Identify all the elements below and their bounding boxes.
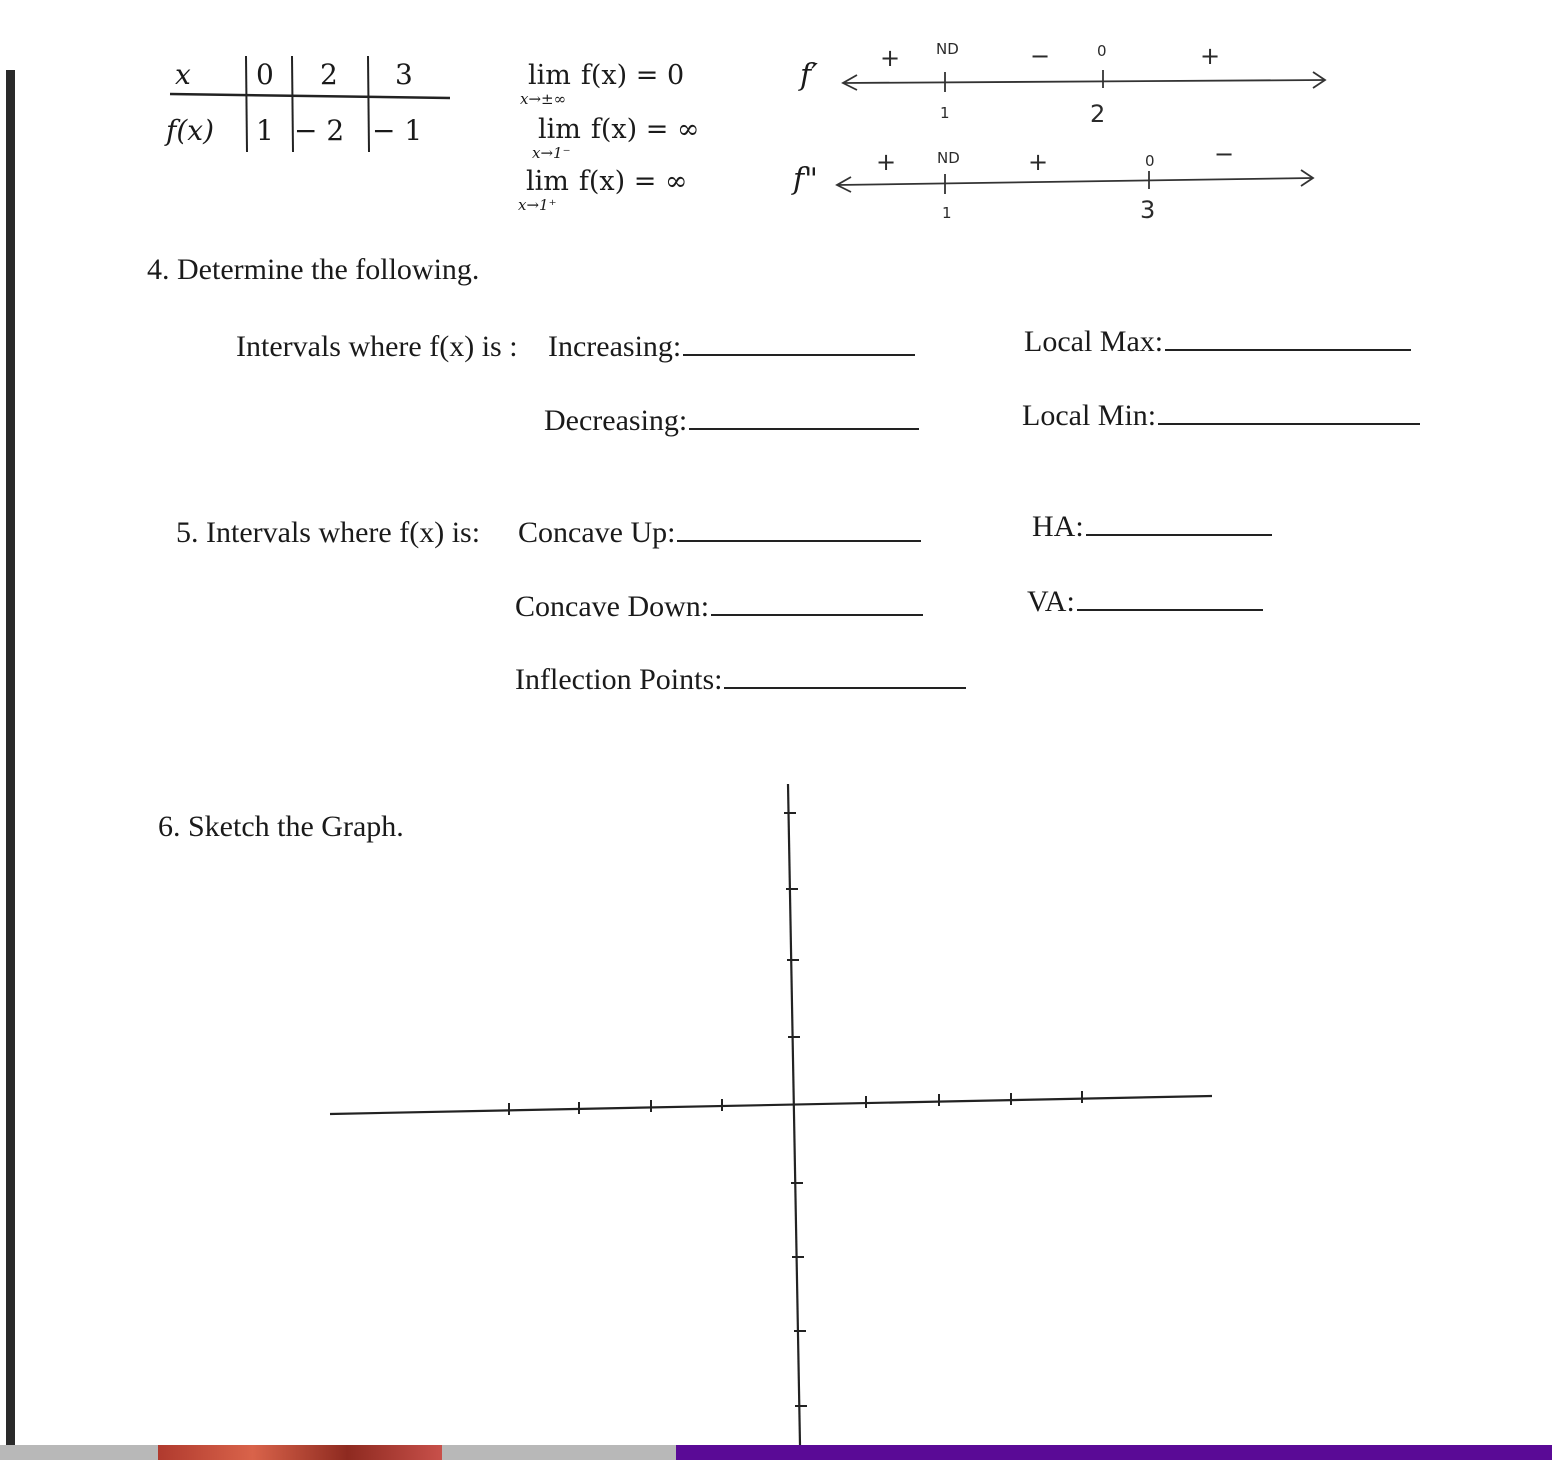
f-prime-sign: + — [880, 44, 901, 72]
q4-local-max-field[interactable] — [1024, 325, 1411, 359]
f-double-prime-sign: − — [1214, 140, 1235, 168]
f-double-prime-critical-point: 3 — [1140, 196, 1156, 224]
table-fx-value: 1 — [256, 114, 274, 147]
decreasing-blank[interactable] — [689, 428, 919, 430]
f-double-prime-label: f" — [793, 162, 818, 197]
f-double-prime-zero: 0 — [1145, 152, 1155, 170]
f-prime-label: f′ — [800, 58, 818, 93]
sketch-coordinate-axes[interactable] — [320, 780, 1220, 1445]
table-x-label: x — [175, 58, 191, 91]
concave-up-label: Concave Up: — [518, 516, 676, 549]
table-x-value: 0 — [256, 58, 274, 91]
inflection-label: Inflection Points: — [515, 663, 723, 696]
f-prime-nd: ND — [936, 40, 959, 58]
local-max-label: Local Max: — [1024, 325, 1164, 358]
table-grid-lines — [160, 50, 460, 160]
local-max-blank[interactable] — [1165, 349, 1411, 351]
footer-purple-segment — [676, 1445, 1552, 1460]
concave-down-blank[interactable] — [711, 614, 923, 616]
q5-concave-up-field[interactable] — [518, 516, 921, 550]
q5-va-field[interactable] — [1027, 585, 1263, 619]
increasing-label: Increasing: — [548, 330, 682, 363]
limit-right-of-1 — [518, 166, 688, 214]
q6-title: 6. Sketch the Graph. — [158, 810, 404, 843]
f-prime-critical-point: 1 — [940, 104, 950, 122]
f-prime-zero: 0 — [1097, 42, 1107, 60]
limit-word: lim — [538, 114, 581, 145]
limit-left-of-1 — [532, 114, 700, 162]
table-fx-label: f(x) — [166, 114, 215, 147]
local-min-label: Local Min: — [1022, 399, 1157, 432]
limit-expression: f(x) = 0 — [580, 60, 685, 91]
limit-word: lim — [528, 60, 571, 91]
limit-subscript: x→1⁻ — [532, 144, 571, 162]
increasing-blank[interactable] — [683, 354, 915, 356]
bottom-strip — [0, 1445, 1552, 1460]
footer-photo-thumbnail — [158, 1445, 442, 1460]
table-x-value: 2 — [320, 58, 338, 91]
q5-ha-field[interactable] — [1032, 510, 1272, 544]
concave-up-blank[interactable] — [677, 540, 921, 542]
limit-expression: f(x) = ∞ — [578, 166, 688, 197]
f-prime-critical-point: 2 — [1090, 100, 1106, 128]
x-axis-ticks — [509, 1091, 1082, 1115]
q4-decreasing-field[interactable] — [544, 404, 919, 438]
table-fx-value: − 2 — [294, 114, 345, 147]
table-x-value: 3 — [395, 58, 413, 91]
limit-expression: f(x) = ∞ — [590, 114, 700, 145]
f-prime-sign: − — [1030, 42, 1051, 70]
ha-blank[interactable] — [1086, 534, 1272, 536]
f-double-prime-sign: + — [1028, 148, 1049, 176]
q4-intervals-label: Intervals where f(x) is : — [236, 330, 518, 363]
q4-local-min-field[interactable] — [1022, 399, 1420, 433]
limit-subscript: x→±∞ — [520, 90, 567, 108]
f-prime-sign: + — [1200, 42, 1221, 70]
q5-concave-down-field[interactable] — [515, 590, 923, 624]
f-double-prime-critical-point: 1 — [942, 204, 952, 222]
decreasing-label: Decreasing: — [544, 404, 688, 437]
q5-inflection-field[interactable] — [515, 663, 966, 697]
inflection-blank[interactable] — [724, 687, 966, 689]
concave-down-label: Concave Down: — [515, 590, 710, 623]
f-double-prime-nd: ND — [937, 149, 960, 167]
limit-subscript: x→1⁺ — [518, 196, 557, 214]
va-blank[interactable] — [1077, 609, 1263, 611]
q5-intervals-label: 5. Intervals where f(x) is: — [176, 516, 481, 549]
page-margin-bar — [6, 70, 15, 1445]
f-prime-number-line — [835, 60, 1335, 105]
q4-increasing-field[interactable] — [548, 330, 915, 364]
limit-word: lim — [526, 166, 569, 197]
f-double-prime-number-line — [825, 160, 1325, 205]
f-double-prime-sign: + — [876, 148, 897, 176]
table-fx-value: − 1 — [372, 114, 423, 147]
y-axis — [788, 784, 800, 1445]
va-label: VA: — [1027, 585, 1075, 618]
limit-at-infinity — [520, 60, 685, 108]
q4-title: 4. Determine the following. — [147, 253, 480, 286]
y-axis-ticks — [784, 813, 807, 1406]
x-axis — [330, 1096, 1212, 1114]
ha-label: HA: — [1032, 510, 1084, 543]
local-min-blank[interactable] — [1158, 423, 1420, 425]
